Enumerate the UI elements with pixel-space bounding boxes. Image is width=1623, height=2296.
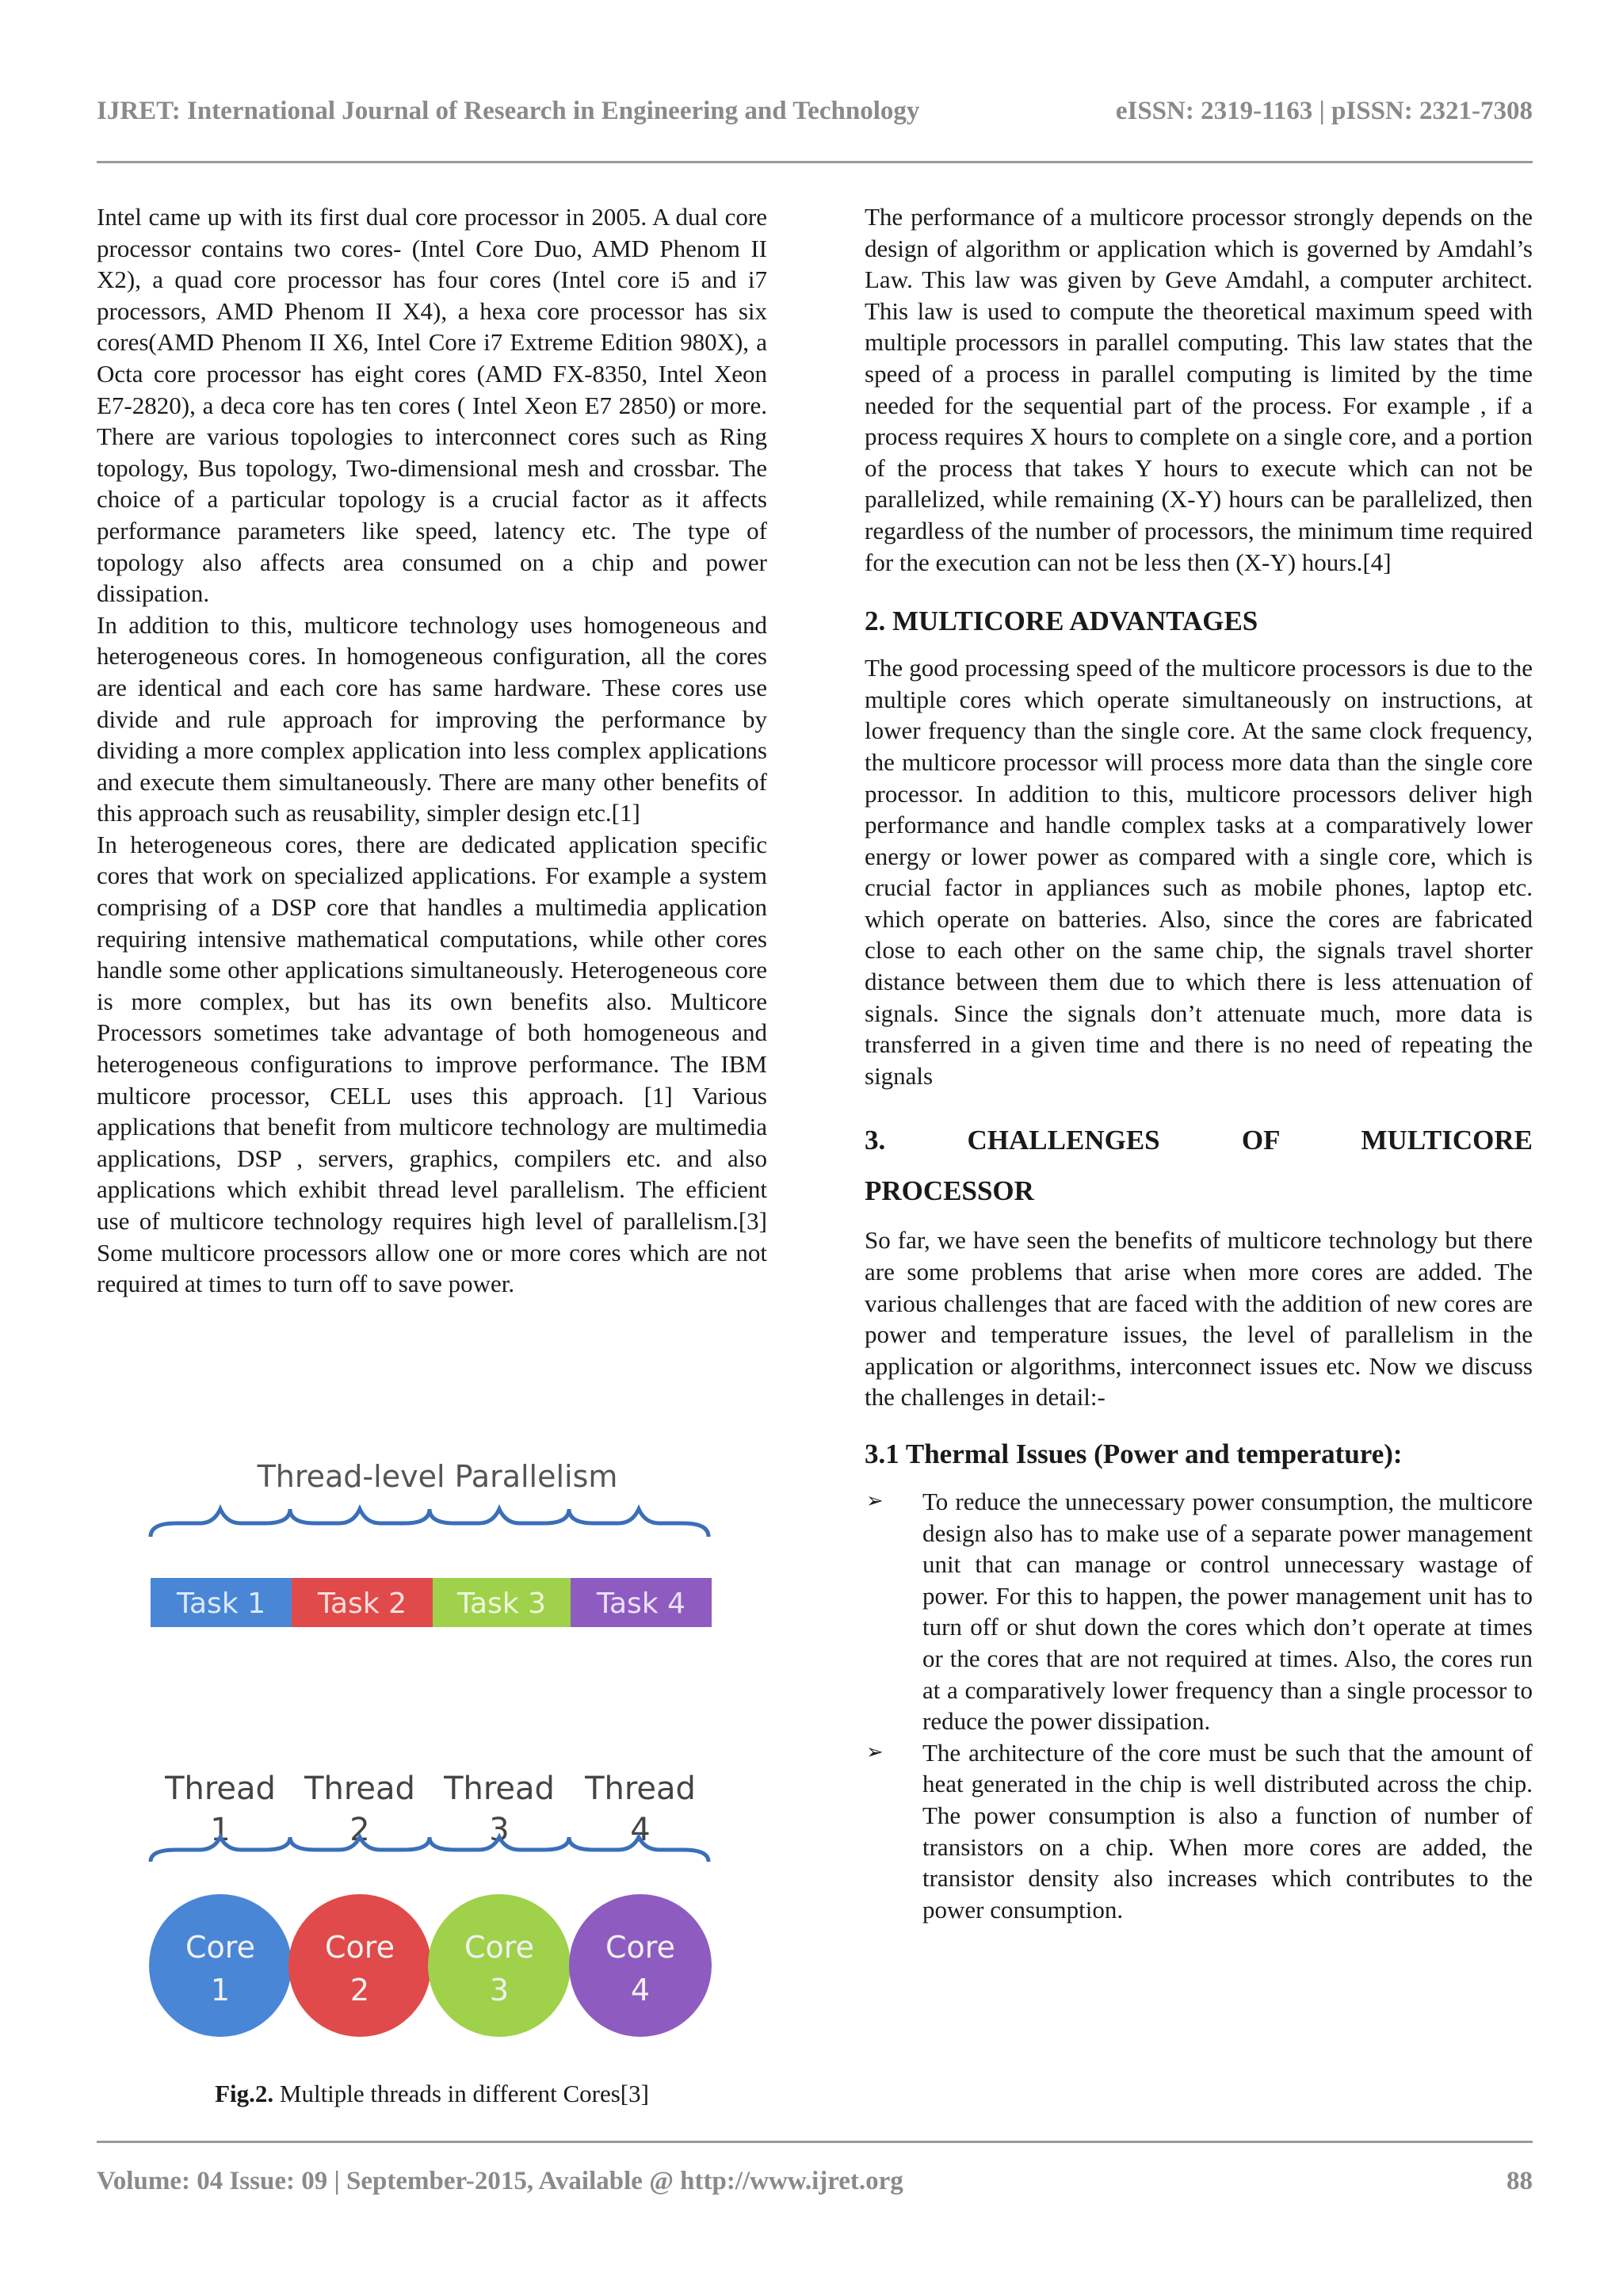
figure-thread-level-parallelism <box>144 1454 731 2056</box>
paragraph: The performance of a multicore processor strongly depends on the design of algorithm or application which is governed by Amdahl’s Law. This law was given by Geve Amdahl, a computer architect. This law is used to compute the theoretical maximum speed with multiple processors in parallel computing. This law states that the speed of a process in parallel computing is limited by the time needed for the sequential part of the process. For example , if a process requires X hours to complete on a single core, and a portion of the process that takes Y hours to execute which can not be parallelized, while remaining (X-Y) hours can be parallelized, then regardless of the number of processors, the minimum time required for the execution can not be less then (X-Y) hours.[4] <box>865 203 1533 576</box>
list-item <box>865 1486 1533 1737</box>
list-item <box>865 1737 1533 1926</box>
section-heading-advantages: 2. MULTICORE ADVANTAGES <box>865 606 1258 637</box>
paragraph: In heterogeneous cores, there are dedicated application specific cores that work on specialized applications. For example a system comprising of a DSP core that handles a multimedia application requiring intensive mathematical computations, while other cores handle some other applications simultaneously. Heterogeneous core is more complex, but has its own benefits also. Multicore Processors sometimes take advantage of both homogeneous and heterogeneous configurations to improve performance. The IBM multicore processor, CELL uses this approach. [1] Various applications that benefit from multicore technology are multimedia applications, DSP , servers, graphics, compilers etc. and also applications which exhibit thread level parallelism. The efficient use of multicore technology requires high level of parallelism.[3] Some multicore processors allow one or more cores which are not required at times to turn off to save power. <box>97 830 767 1298</box>
task-4-label: Task 4 <box>596 1587 686 1620</box>
volume-info: Volume: 04 Issue: 09 | September-2015, Available @ http://www.ijret.org <box>97 2167 903 2195</box>
core-3-word: Core <box>464 1930 534 1965</box>
right-column <box>865 201 1533 1925</box>
subsection-heading-thermal: 3.1 Thermal Issues (Power and temperature): <box>865 1438 1403 1469</box>
left-column <box>97 201 767 1300</box>
task-2-label: Task 2 <box>317 1587 407 1620</box>
thread-4-num: 4 <box>630 1812 651 1848</box>
bullet-text: The architecture of the core must be such that the amount of heat generated in the chip is well distributed across the chip. The power consumption is also a function of number of transistors on a chip. When more cores are added, the transistor density also increases which contributes to the power consumption. <box>922 1738 1533 1924</box>
paragraph: So far, we have seen the benefits of multicore technology but there are some problems that arise when more cores are added. The various challenges that are faced with the addition of new cores are power and temperature issues, the level of parallelism in the application or algorithms, interconnect issues etc. Now we discuss the challenges in detail:- <box>865 1226 1533 1412</box>
task-3-label: Task 3 <box>456 1587 547 1620</box>
core-1-word: Core <box>185 1930 255 1965</box>
caption-text: Multiple threads in different Cores[3] <box>273 2080 649 2107</box>
section-heading-challenges <box>865 1115 1533 1217</box>
core-1-circle <box>149 1894 292 2037</box>
figure-diagram <box>144 1454 731 2056</box>
core-2-num: 2 <box>349 1973 370 2008</box>
thread-1-word: Thread <box>165 1771 276 1807</box>
paragraph: Intel came up with its first dual core processor in 2005. A dual core processor contains two cores- (Intel Core Duo, AMD Phenom II X2), a quad core processor has four cores (Intel core i5 and i7 processors, AMD Phenom II X4), a hexa core processor has six cores(AMD Phenom II X6, Intel Core i7 Extreme Edition 980X), a Octa core processor has eight cores (AMD FX-8350, Intel Xeon E7-2820), a deca core has ten cores ( Intel Xeon E7 2850) or more. There are various topologies to interconnect cores such as Ring topology, Bus topology, Two-dimensional mesh and crossbar. The choice of a particular topology is a crucial factor as it affects performance parameters like speed, latency etc. The type of topology also affects area consumed on a chip and power dissipation. <box>97 203 767 608</box>
paragraph: The good processing speed of the multicore processors is due to the multiple cores which operate simultaneously on instructions, at lower frequency than the single core. At the same clock frequency, the multicore processor will process more data than the single core processor. In addition to this, multicore processors deliver high performance and handle complex tasks at a comparatively lower energy or lower power as compared with a single core, which is crucial factor in appliances such as mobile phones, laptop etc. which operate on batteries. Also, since the cores are fabricated close to each other on the same chip, the signals travel shorter distance between them due to which there is less attenuation of signals. Since the signals don’t attenuate much, more data is transferred in a given time and there is no need of repeating the signals <box>865 654 1533 1090</box>
thread-brace <box>151 1837 708 1862</box>
core-3-circle <box>428 1894 571 2037</box>
figure-caption <box>97 2080 767 2108</box>
page-footer <box>97 2167 1533 2199</box>
heading-line-2: PROCESSOR <box>865 1175 1034 1207</box>
arrow-bullet-icon: ➢ <box>866 1740 884 1764</box>
thread-1-num: 1 <box>210 1812 231 1848</box>
thread-3-word: Thread <box>444 1771 555 1807</box>
thread-labels <box>164 1771 696 1848</box>
caption-label: Fig.2. <box>215 2080 274 2107</box>
page-number: 88 <box>1507 2167 1533 2195</box>
issn-info: eISSN: 2319-1163 | pISSN: 2321-7308 <box>1115 97 1533 125</box>
core-2-circle <box>288 1894 431 2037</box>
journal-title: IJRET: International Journal of Research in Engineering and Technology <box>97 97 920 125</box>
thread-2-num: 2 <box>349 1812 370 1848</box>
footer-divider <box>97 2141 1533 2143</box>
heading-line-1: 3. CHALLENGES OF MULTICORE <box>865 1125 1533 1156</box>
task-bar <box>151 1578 712 1627</box>
figure-title: Thread-level Parallelism <box>257 1459 618 1494</box>
core-1-num: 1 <box>210 1973 231 2008</box>
bullet-text: To reduce the unnecessary power consumption, the multicore design also has to make use of a separate power management unit that can manage or control unnecessary wastage of power. For this to happen, the power management unit has to turn off or shut down the cores which don’t operate at times or the cores that are not required at times. Also, the cores run at a comparatively lower frequency than a single processor to reduce the power dissipation. <box>922 1488 1533 1736</box>
thread-4-word: Thread <box>585 1771 696 1807</box>
page-header <box>97 97 1533 128</box>
task-brace <box>151 1509 708 1537</box>
core-4-word: Core <box>605 1930 675 1965</box>
thread-3-num: 3 <box>489 1812 510 1848</box>
core-4-num: 4 <box>630 1973 651 2008</box>
core-circles <box>149 1894 712 2037</box>
core-3-num: 3 <box>489 1973 510 2008</box>
core-4-circle <box>569 1894 712 2037</box>
task-1-label: Task 1 <box>176 1587 266 1620</box>
arrow-bullet-icon: ➢ <box>866 1489 884 1513</box>
thread-2-word: Thread <box>304 1771 415 1807</box>
core-2-word: Core <box>325 1930 395 1965</box>
header-divider <box>97 161 1533 163</box>
paragraph: In addition to this, multicore technology uses homogeneous and heterogeneous cores. In homogeneous configuration, all the cores are identical and each core has same hardware. These cores use divide and rule approach for improving the performance by dividing a more complex application into less complex applications and execute them simultaneously. There are many other benefits of this approach such as reusability, simpler design etc.[1] <box>97 610 767 827</box>
bullet-list <box>865 1486 1533 1925</box>
